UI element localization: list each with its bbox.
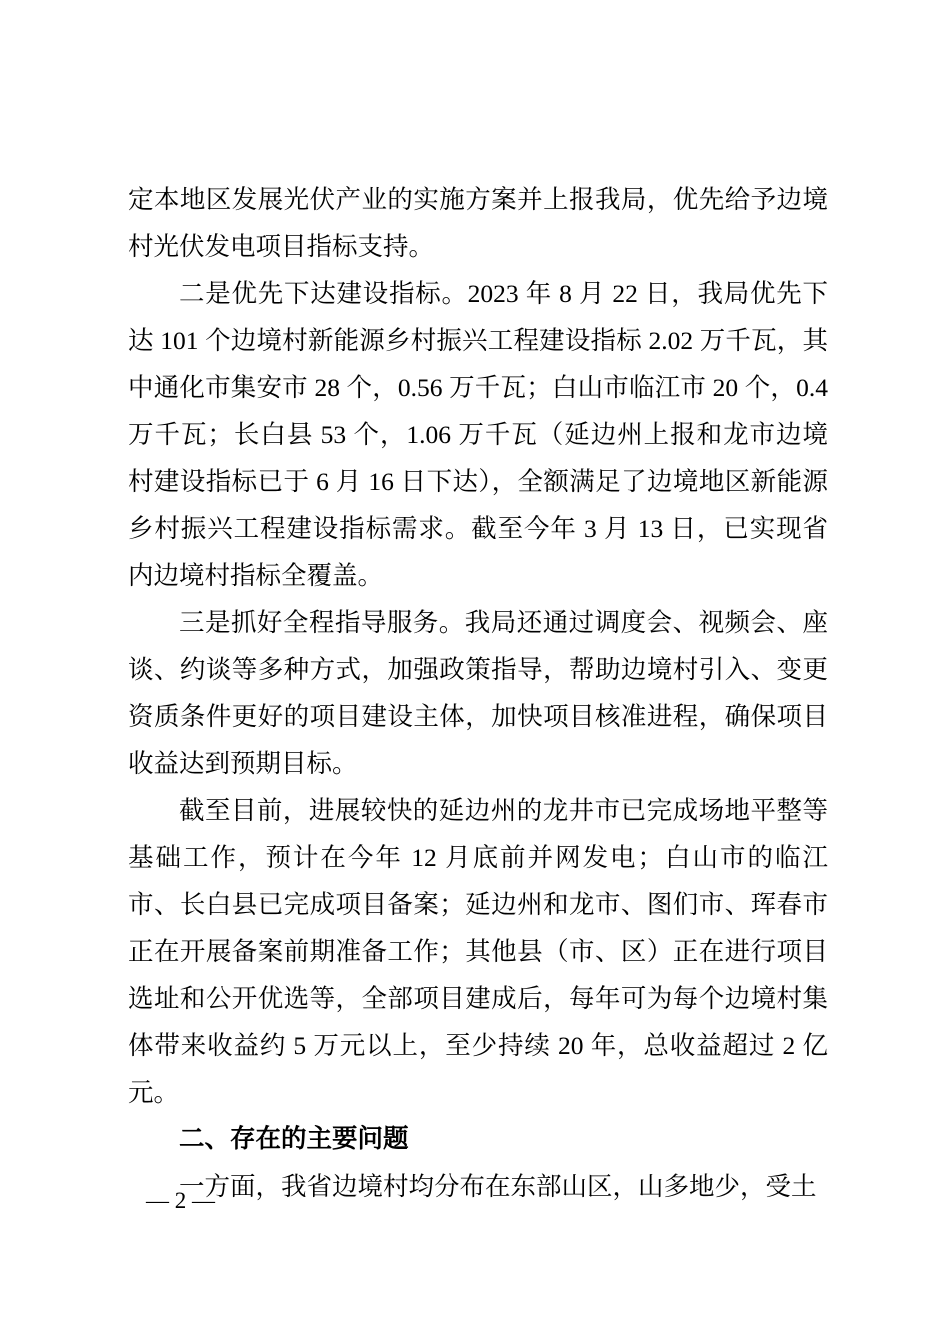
paragraph-measure-two: 二是优先下达建设指标。2023 年 8 月 22 日，我局优先下达 101 个边境村新能源乡村振兴工程建设指标 2.02 万千瓦，其中通化市集安市 28 个，0.56 万千瓦；白山市临江市 20 个，0.4 万千瓦；长白县 53 个，1.06 万千瓦（延边州上报和龙市边境村建设指标已于 6 月 16 日下达），全额满足了边境地区新能源乡村振兴工程建设指标需求。截至今年 3 月 13 日，已实现省内边境村指标全覆盖。 xyxy=(128,279,828,590)
paragraph-problems-intro: 一方面，我省边境村均分布在东部山区，山多地少，受土 xyxy=(179,1172,817,1201)
paragraph-measure-three: 三是抓好全程指导服务。我局还通过调度会、视频会、座谈、约谈等多种方式，加强政策指导，帮助边境村引入、变更资质条件更好的项目建设主体，加快项目核准进程，确保项目收益达到预期目标。 xyxy=(128,608,828,778)
document-body xyxy=(128,176,828,1210)
page-number: — 2 — xyxy=(146,1188,215,1213)
section-heading-main-problems: 二、存在的主要问题 xyxy=(179,1125,409,1153)
paragraph-progress: 截至目前，进展较快的延边州的龙井市已完成场地平整等基础工作，预计在今年 12 月底前并网发电；白山市的临江市、长白县已完成项目备案；延边州和龙市、图们市、珲春市正在开展备案前期准备工作；其他县（市、区）正在进行项目选址和公开优选等，全部项目建成后，每年可为每个边境村集体带来收益约 5 万元以上，至少持续 20 年，总收益超过 2 亿元。 xyxy=(128,796,828,1107)
page-footer xyxy=(146,1186,215,1216)
paragraph-continuation: 定本地区发展光伏产业的实施方案并上报我局，优先给予边境村光伏发电项目指标支持。 xyxy=(128,185,828,261)
